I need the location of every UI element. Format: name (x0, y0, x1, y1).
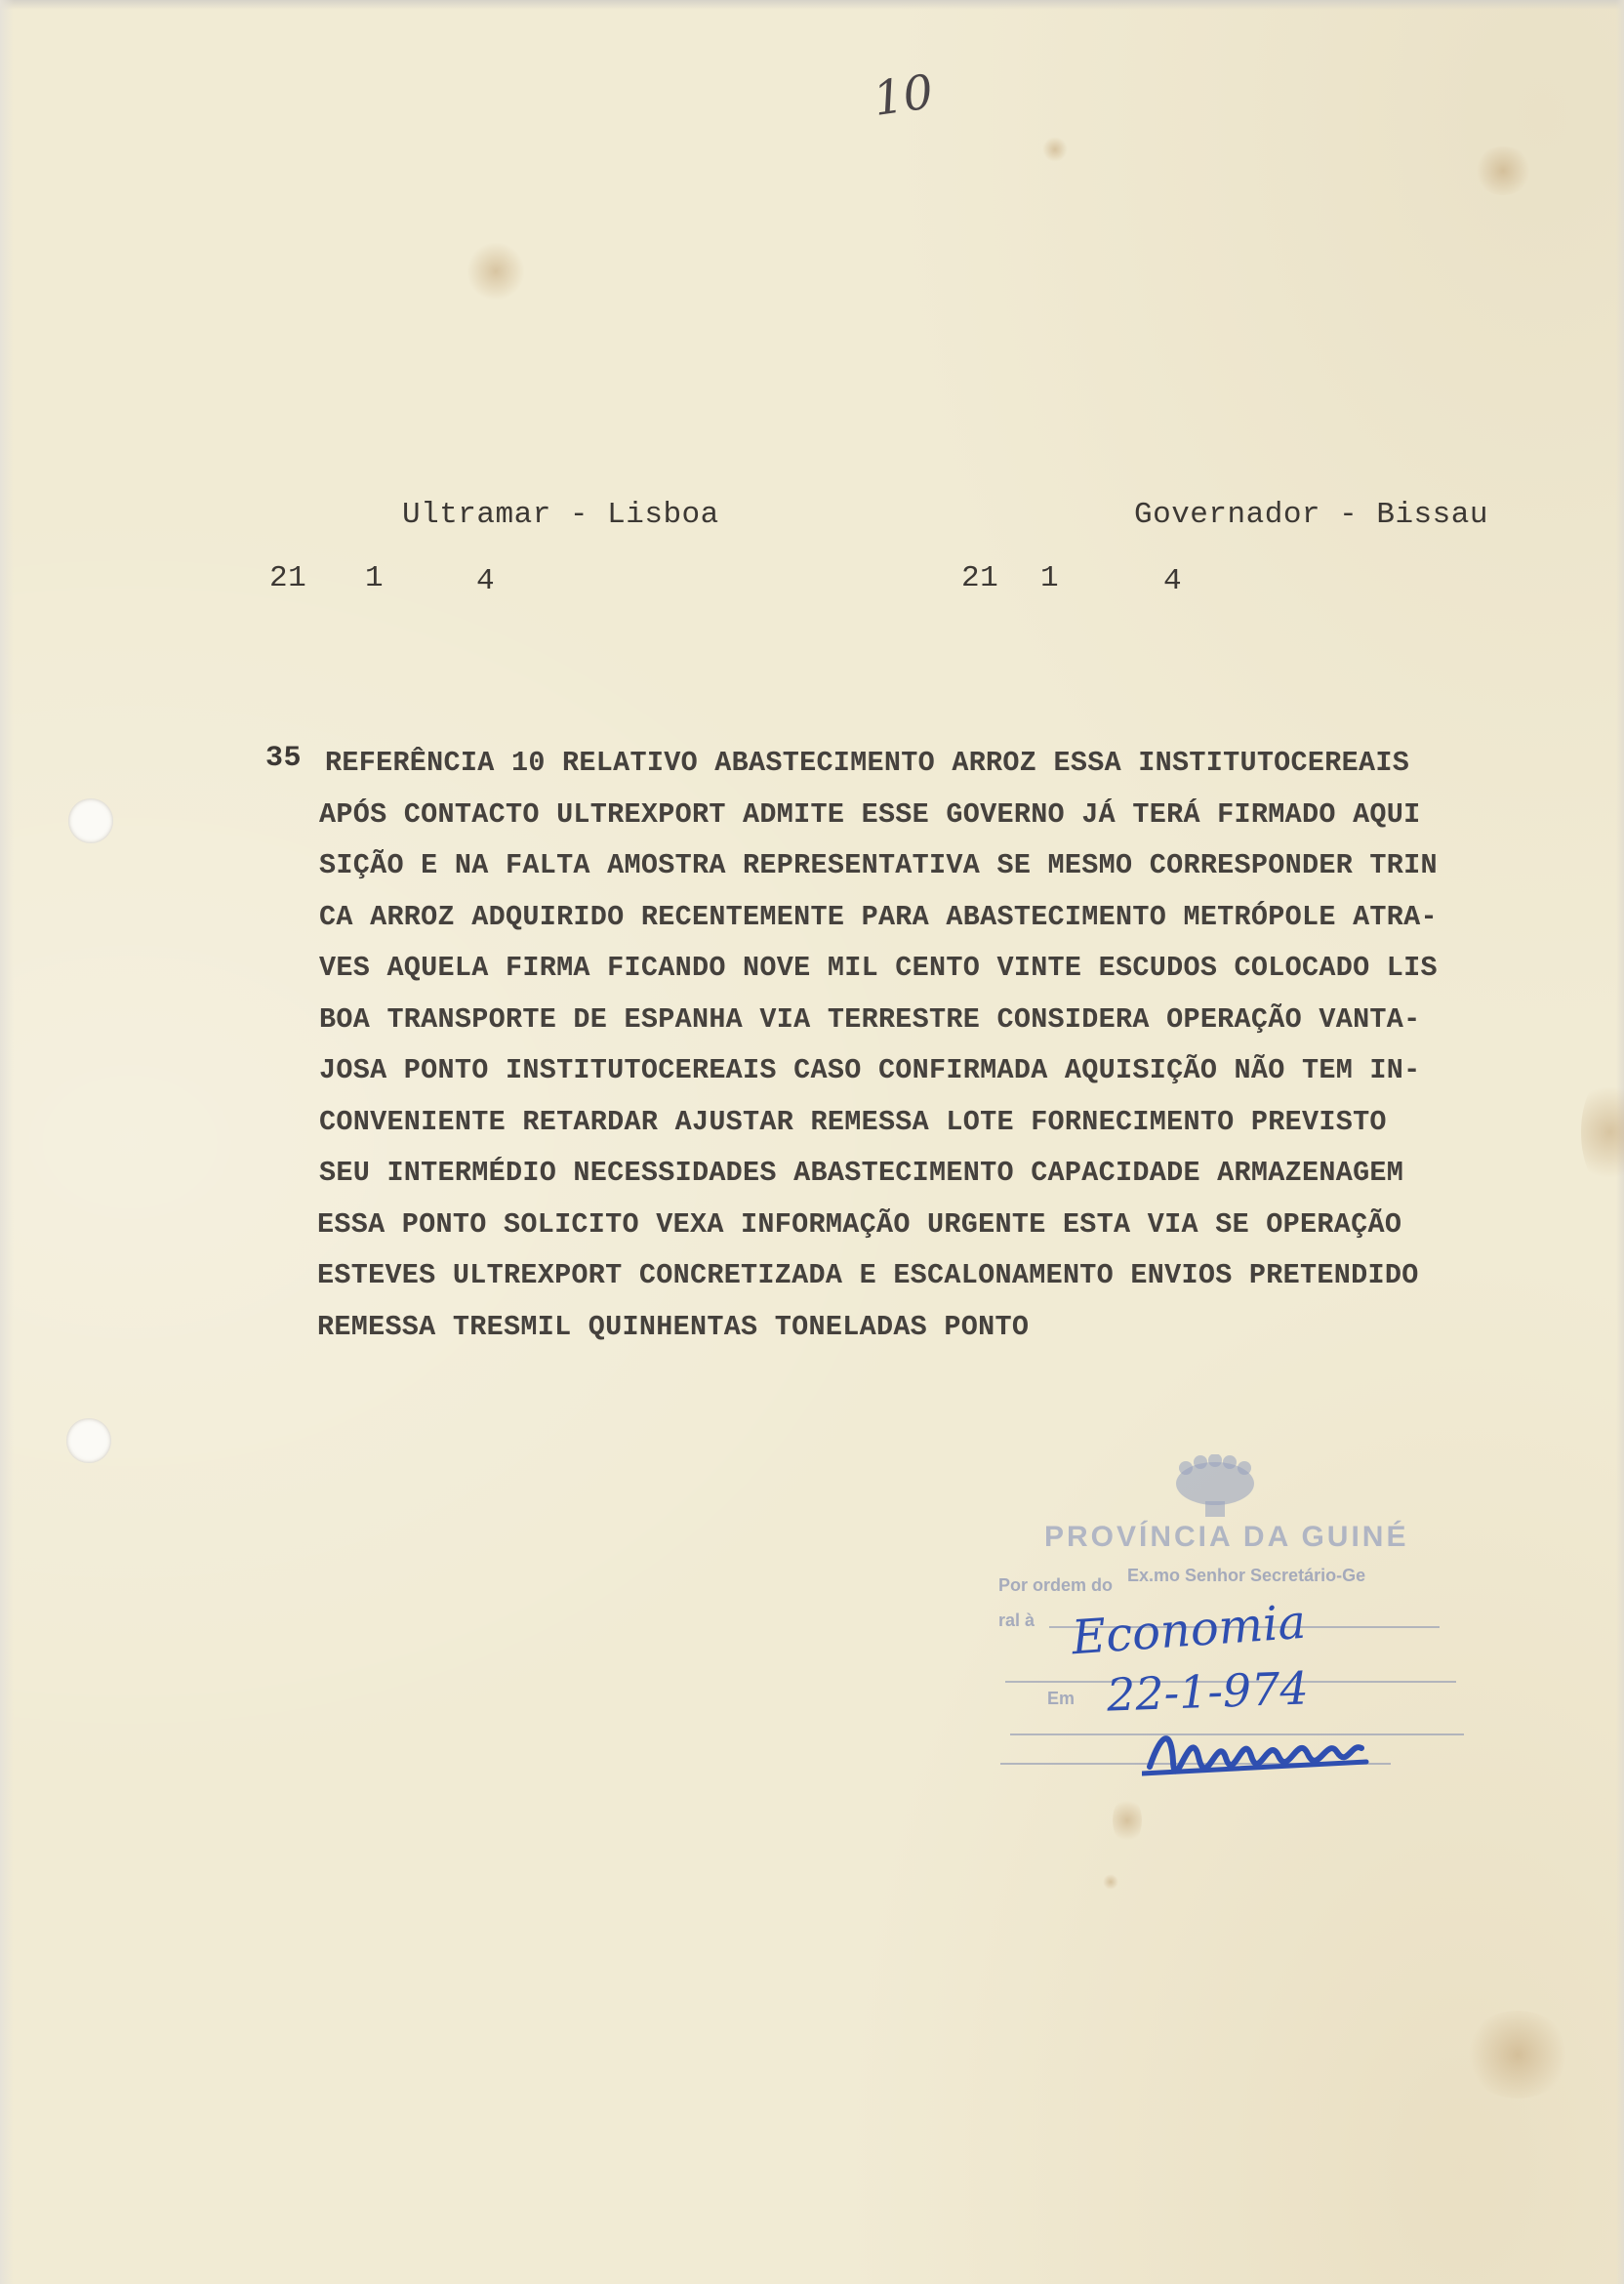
stain (1103, 1874, 1118, 1890)
sender: Ultramar - Lisboa (402, 498, 719, 532)
punch-hole-lower (66, 1418, 111, 1463)
recipient-date-month: 1 (1040, 561, 1060, 595)
stain (467, 242, 525, 301)
stamp-line3-prefix: Em (1047, 1689, 1076, 1708)
stain (1113, 1796, 1142, 1845)
body-line: SEU INTERMÉDIO NECESSIDADES ABASTECIMENTO CAPACIDADE ARMAZENAGEM (319, 1157, 1404, 1189)
punch-hole-upper (68, 798, 113, 843)
stain (1474, 146, 1532, 195)
coat-of-arms-icon (1166, 1454, 1264, 1523)
stamp-line2-prefix: ral à (998, 1611, 1035, 1630)
message-body (268, 738, 1586, 1353)
body-line: CA ARROZ ADQUIRIDO RECENTEMENTE PARA ABASTECIMENTO METRÓPOLE ATRA- (319, 900, 1438, 933)
body-line: ESSA PONTO SOLICITO VEXA INFORMAÇÃO URGENTE ESTA VIA SE OPERAÇÃO (317, 1207, 1402, 1241)
sender-date-month: 1 (365, 561, 385, 595)
signature-icon (1142, 1713, 1376, 1781)
stain (1042, 137, 1068, 162)
stamp-line1-prefix: Por ordem do (998, 1575, 1114, 1595)
recipient-date-year: 4 (1163, 564, 1183, 598)
body-line: CONVENIENTE RETARDAR AJUSTAR REMESSA LOTE FORNECIMENTO PREVISTO (319, 1105, 1387, 1138)
handwritten-date: 22-1-974 (1106, 1661, 1310, 1722)
recipient-date-day: 21 (961, 561, 999, 595)
body-line: APÓS CONTACTO ULTREXPORT ADMITE ESSE GOVERNO JÁ TERÁ FIRMADO AQUI (319, 797, 1421, 831)
stain (1581, 1074, 1624, 1191)
body-line: ESTEVES ULTREXPORT CONCRETIZADA E ESCALONAMENTO ENVIOS PRETENDIDO (317, 1259, 1419, 1291)
stamp-title: PROVÍNCIA DA GUINÉ (1044, 1521, 1409, 1553)
page-edge-top (0, 0, 1624, 10)
body-line: REMESSA TRESMIL QUINHENTAS TONELADAS PONTO (317, 1310, 1030, 1343)
message-number: 35 (265, 742, 303, 775)
page-number: 10 (870, 64, 937, 127)
handwritten-destination: Economia (1070, 1594, 1308, 1666)
sender-date-day: 21 (269, 561, 307, 595)
body-line: BOA TRANSPORTE DE ESPANHA VIA TERRESTRE CONSIDERA OPERAÇÃO VANTA- (319, 1002, 1421, 1036)
sender-date-year: 4 (476, 564, 496, 598)
body-line: REFERÊNCIA 10 RELATIVO ABASTECIMENTO ARROZ ESSA INSTITUTOCEREAIS (325, 747, 1410, 779)
stamp-line1-suffix: Ex.mo Senhor Secretário-Ge (1127, 1566, 1366, 1585)
body-line: SIÇÃO E NA FALTA AMOSTRA REPRESENTATIVA SE MESMO CORRESPONDER TRIN (319, 849, 1438, 881)
page-edge-left (0, 0, 14, 2284)
stain (1464, 2011, 1571, 2099)
body-line: VES AQUELA FIRMA FICANDO NOVE MIL CENTO VINTE ESCUDOS COLOCADO LIS (319, 952, 1438, 984)
body-line: JOSA PONTO INSTITUTOCEREAIS CASO CONFIRMADA AQUISIÇÃO NÃO TEM IN- (319, 1054, 1421, 1086)
recipient: Governador - Bissau (1134, 498, 1488, 532)
